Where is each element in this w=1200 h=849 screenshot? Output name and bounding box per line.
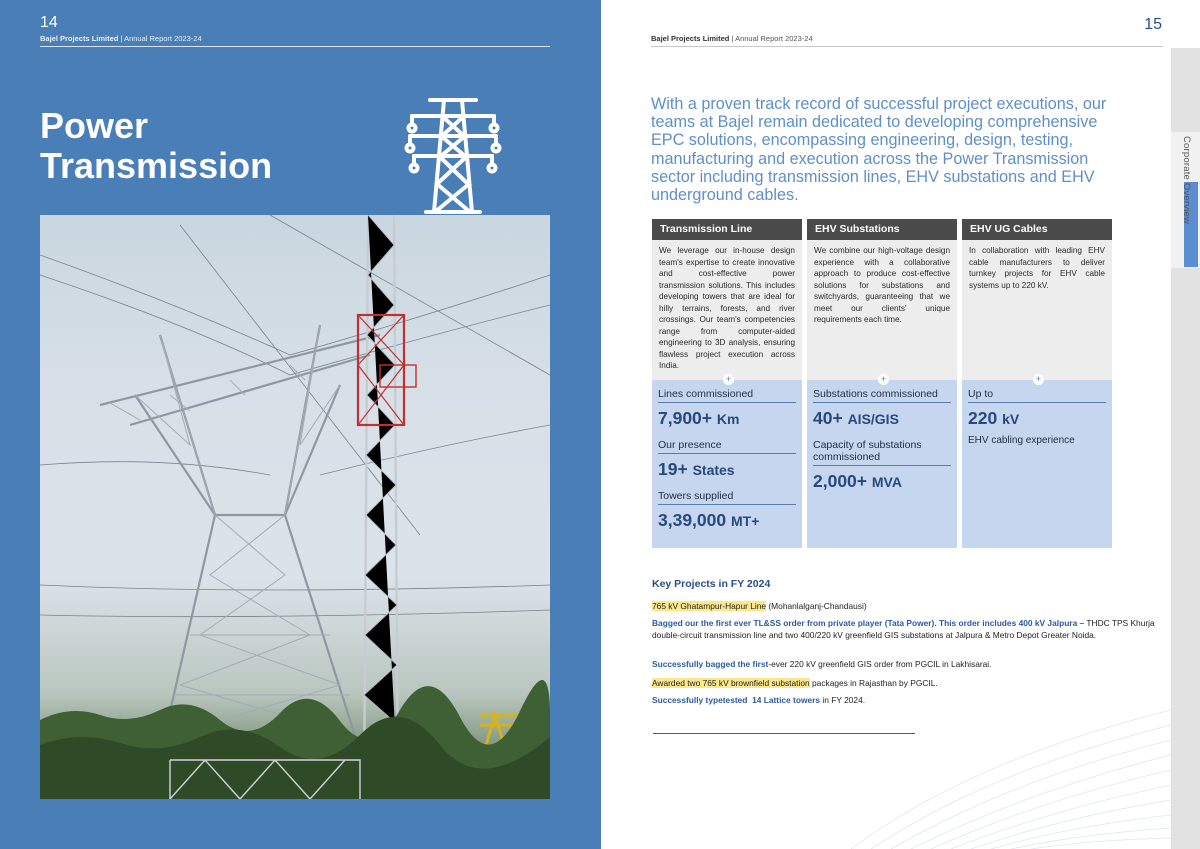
stat-value xyxy=(658,458,796,481)
plus-icon: + xyxy=(878,374,889,385)
stat-unit: States xyxy=(692,462,735,478)
key-project-item xyxy=(652,677,1164,689)
stat-unit: kV xyxy=(1002,411,1020,427)
intro-paragraph: With a proven track record of successful project executions, our teams at Bajel remain dedicated to developing comprehensive EPC solutions, encompassing engineering, design, testing, manufacturing and execution across the Power Transmission sector including transmission lines, EHV substations and EHV underground cables. xyxy=(651,95,1107,205)
stat-number: 2,000+ xyxy=(813,471,868,491)
stat-divider xyxy=(658,453,796,454)
header-rule-right xyxy=(651,46,1163,47)
key-projects-title: Key Projects in FY 2024 xyxy=(652,578,771,590)
highlighted-text: 765 kV Ghatampur-Hapur Line xyxy=(652,601,767,611)
stat-label: Our presence xyxy=(658,439,722,451)
stat-divider xyxy=(813,465,951,466)
stat-unit: MT+ xyxy=(731,513,760,529)
stat-unit: MVA xyxy=(871,474,902,490)
highlighted-text: Awarded two 765 kV brownfield substation xyxy=(652,678,810,688)
stat-label: Up to xyxy=(968,388,994,400)
column-title: Transmission Line xyxy=(652,219,802,240)
column-title: EHV Substations xyxy=(807,219,957,240)
column-stats xyxy=(962,374,1112,548)
transmission-tower-icon xyxy=(404,92,502,216)
stat-value xyxy=(658,509,796,532)
project-text: THDC TPS Khurja double-circuit transmission line and two 400/220 kV greenfield GIS substations at Jalpura & Metro Depot Greater Noida. xyxy=(652,618,1155,640)
stat-note: EHV cabling experience xyxy=(968,435,1075,446)
project-text: in FY 2024. xyxy=(820,695,866,705)
column-ehv-substations xyxy=(807,219,957,548)
section-side-tab[interactable] xyxy=(1171,48,1200,849)
column-stats xyxy=(807,374,957,548)
side-tab-label: Corporate Overview xyxy=(1181,136,1192,225)
column-title: EHV UG Cables xyxy=(962,219,1112,240)
emphasis-text: Successfully typetested 14 Lattice towers xyxy=(652,695,821,705)
stat-number: 40+ xyxy=(813,408,843,428)
project-text: -ever 220 kV greenfield GIS order from PGCIL in Lakhisarai. xyxy=(768,659,992,669)
column-transmission-line xyxy=(652,219,802,548)
key-project-item xyxy=(652,617,1164,641)
project-text: (Mohanlalganj-Chandausi) xyxy=(766,601,867,611)
stat-label: Towers supplied xyxy=(658,490,734,502)
plus-icon: + xyxy=(1033,374,1044,385)
column-stats xyxy=(652,374,802,548)
running-head-left: Bajel Projects Limited | Annual Report 2023-24 xyxy=(40,34,202,43)
stat-divider xyxy=(968,402,1106,403)
key-project-item xyxy=(652,658,1164,670)
stat-divider xyxy=(813,402,951,403)
transmission-tower-photo xyxy=(40,215,550,799)
plus-icon: + xyxy=(723,374,734,385)
stat-number: 3,39,000 xyxy=(658,510,727,530)
key-project-item xyxy=(652,694,1164,706)
key-project-item xyxy=(652,600,1164,612)
column-description: We leverage our in-house design team's expertise to create innovative and cost-effective power transmission solutions. This includes developing towers that are ideal for hilly terrains, forests, and river crossings. Our team's competencies range from computer-aided engineering to 3D analysis, ensuring flawless project execution across India. xyxy=(652,240,802,380)
stat-number: 220 xyxy=(968,408,998,428)
report-name: Annual Report 2023-24 xyxy=(735,34,813,43)
stat-value xyxy=(813,407,951,430)
stat-label: Lines commissioned xyxy=(658,388,754,400)
emphasis-text: Successfully bagged the first xyxy=(652,659,769,669)
right-page xyxy=(601,0,1200,849)
stat-divider xyxy=(658,402,796,403)
stat-divider xyxy=(658,504,796,505)
stat-unit: AIS/GIS xyxy=(847,411,899,427)
running-head-right: Bajel Projects Limited | Annual Report 2023-24 xyxy=(651,34,813,43)
section-end-rule xyxy=(653,733,915,734)
report-name: Annual Report 2023-24 xyxy=(124,34,202,43)
stat-label: Substations commissioned xyxy=(813,388,938,400)
company-name: Bajel Projects Limited xyxy=(651,34,730,43)
stat-value xyxy=(813,470,951,493)
page-number-left: 14 xyxy=(40,14,58,31)
company-name: Bajel Projects Limited xyxy=(40,34,119,43)
header-rule-left xyxy=(40,46,550,47)
emphasis-text: Bagged our the first ever TL&SS order from private player (Tata Power). This order includes 400 kV Jalpura – xyxy=(652,618,1085,628)
stat-number: 7,900+ xyxy=(658,408,713,428)
page-title xyxy=(40,106,272,186)
page-title-line1: Power xyxy=(40,105,149,146)
column-description: In collaboration with leading EHV cable manufacturers to deliver turnkey projects for EHV cable systems up to 220 kV. xyxy=(962,240,1112,380)
column-description: We combine our high-voltage design experience with a collaborative approach to produce cost-effective solutions for substations and switchyards, guaranteeing that we meet our clients' unique requirements each time. xyxy=(807,240,957,380)
stat-number: 19+ xyxy=(658,459,688,479)
stat-unit: Km xyxy=(716,411,740,427)
project-text: packages in Rajasthan by PGCIL. xyxy=(809,678,938,688)
page-number-right: 15 xyxy=(1144,16,1162,33)
stat-label: Capacity of substations commissioned xyxy=(813,439,922,463)
stat-value xyxy=(968,407,1106,430)
page-title-line2: Transmission xyxy=(40,145,273,186)
stat-value xyxy=(658,407,796,430)
column-ehv-ug-cables xyxy=(962,219,1112,548)
